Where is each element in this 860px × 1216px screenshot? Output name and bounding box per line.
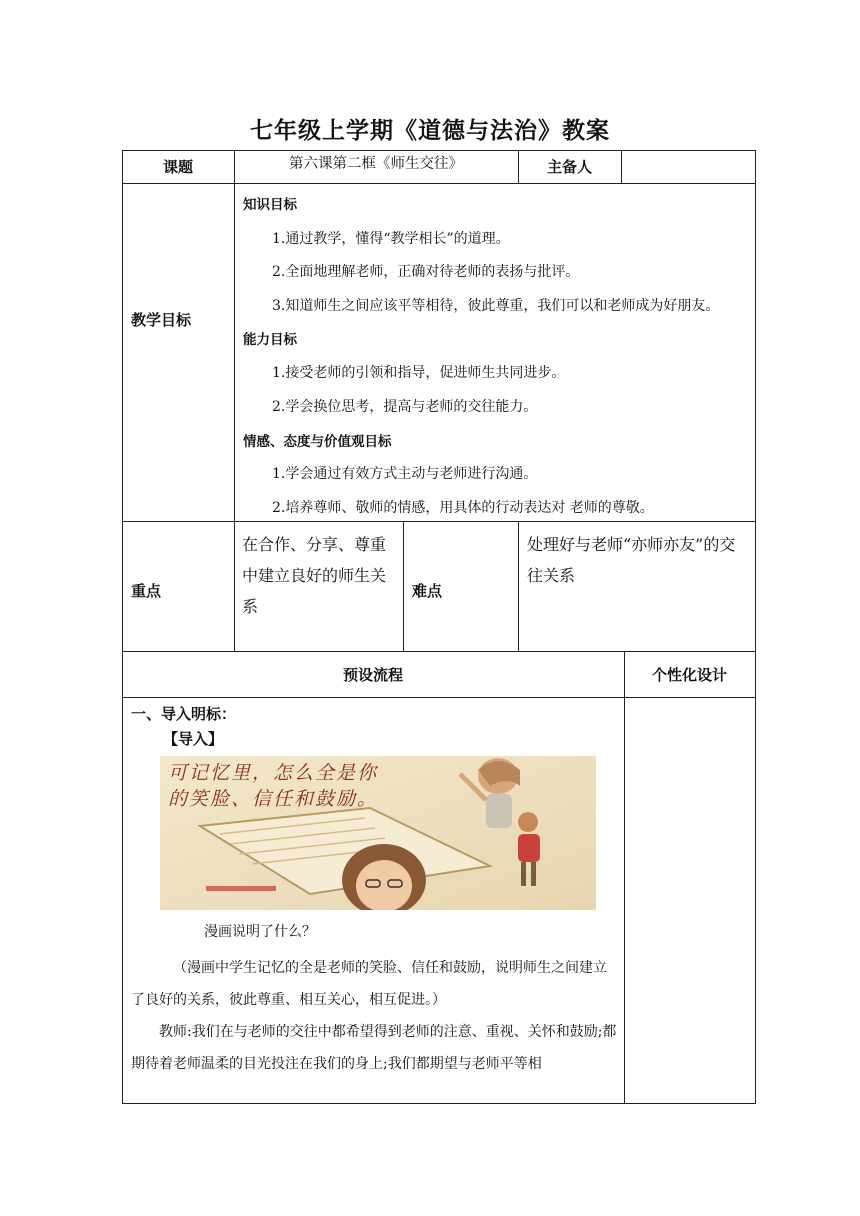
knowledge-title: 知识目标 — [243, 197, 297, 213]
focus-text: 在合作、分享、尊重中建立良好的师生关系 — [242, 535, 387, 616]
difficulty-label: 难点 — [412, 582, 443, 600]
intro-tag: 【导入】 — [163, 730, 224, 748]
personal-design-header: 个性化设计 — [651, 665, 727, 684]
teacher-text: 教师:我们在与老师的交往中都希望得到老师的注意、重视、关怀和鼓励;都期待着老师温柔的目光投注在我们的身上;我们都期望与老师平等相 — [131, 1024, 617, 1072]
question-text: 漫画说明了什么？ — [204, 924, 316, 940]
preparer-value — [621, 150, 755, 183]
cartoon-caption: 可记忆里，怎么全是你的笑脸、信任和鼓励。 — [168, 762, 379, 810]
knowledge-item-2: 2.全面地理解老师，正确对待老师的表扬与批评。 — [272, 264, 580, 280]
page-title: 七年级上学期《道德与法治》教案 — [250, 118, 610, 144]
difficulty-text: 处理好与老师“亦师亦友”的交往关系 — [527, 535, 736, 585]
goals-label: 教学目标 — [131, 311, 192, 329]
knowledge-item-1: 1.通过教学，懂得“教学相长”的道理。 — [272, 231, 510, 247]
course-value: 第六课第二框《师生交往》 — [289, 156, 463, 172]
course-label: 课题 — [162, 158, 193, 176]
answer-text: （漫画中学生记忆的全是老师的笑脸、信任和鼓励，说明师生之间建立了良好的关系，彼此尊重、相互关心，相互促进。） — [131, 960, 607, 1008]
process-header: 预设流程 — [342, 665, 403, 684]
emotion-title: 情感、态度与价值观目标 — [243, 434, 392, 450]
emotion-item-1: 1.学会通过有效方式主动与老师进行沟通。 — [272, 466, 538, 482]
focus-label: 重点 — [131, 582, 162, 600]
preparer-label: 主备人 — [546, 158, 592, 176]
knowledge-item-3: 3.知道师生之间应该平等相待，彼此尊重，我们可以和老师成为好朋友。 — [272, 298, 720, 314]
emotion-item-2: 2.培养尊师、敬师的情感，用具体的行动表达对 老师的尊敬。 — [272, 500, 654, 516]
section-intro-title: 一、导入明标： — [131, 705, 237, 723]
cartoon-image — [160, 756, 596, 910]
ability-item-1: 1.接受老师的引领和指导，促进师生共同进步。 — [272, 365, 566, 381]
personal-design-cell — [624, 697, 755, 1103]
ability-item-2: 2.学会换位思考，提高与老师的交往能力。 — [272, 399, 538, 415]
ability-title: 能力目标 — [243, 332, 297, 348]
